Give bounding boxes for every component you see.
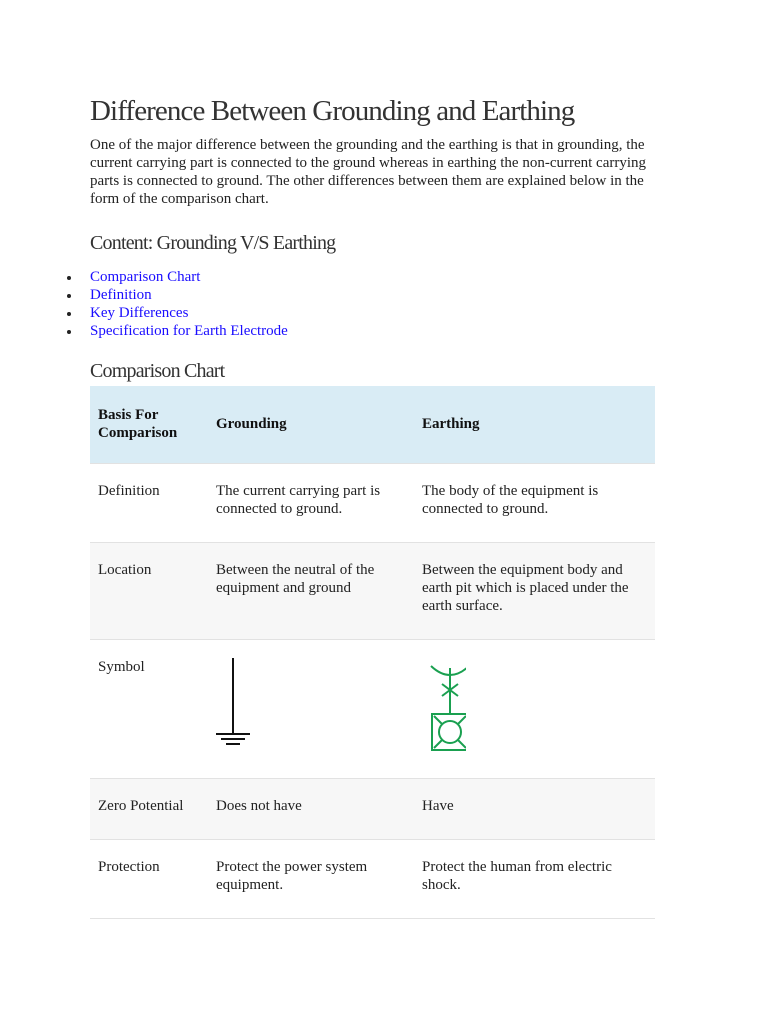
row-earthing: Protect the human from electric shock. <box>422 858 612 893</box>
toc-link-key-differences[interactable]: Key Differences <box>90 305 189 321</box>
toc-item <box>90 268 655 286</box>
toc-link-earth-electrode[interactable]: Specification for Earth Electrode <box>90 323 288 339</box>
page-title: Difference Between Grounding and Earthing <box>90 95 575 127</box>
article <box>90 92 655 919</box>
row-earthing: Between the equipment body and earth pit which is placed under the earth surface. <box>422 561 629 614</box>
table-header-row <box>90 386 655 463</box>
header-earthing: Earthing <box>422 416 480 433</box>
comparison-chart-heading: Comparison Chart <box>90 360 225 382</box>
row-grounding: Protect the power system equipment. <box>216 858 368 893</box>
table-row <box>90 542 655 639</box>
table-row <box>90 839 655 918</box>
row-basis: Symbol <box>98 658 145 675</box>
row-grounding: The current carrying part is connected to ground. <box>216 482 381 517</box>
intro-paragraph: One of the major difference between the grounding and the earthing is that in grounding, the current carrying part is connected to the ground whereas in earthing the non-current carrying parts is connected to ground. The other differences between them are explained below in the form of the comparison chart. <box>90 137 647 207</box>
row-earthing: Have <box>422 797 454 814</box>
row-basis: Protection <box>98 858 160 875</box>
toc-item <box>90 304 655 322</box>
row-basis: Location <box>98 561 152 578</box>
table-row <box>90 463 655 542</box>
toc-link-comparison-chart[interactable]: Comparison Chart <box>90 269 201 285</box>
toc-link-definition[interactable]: Definition <box>90 287 152 303</box>
row-grounding: Between the neutral of the equipment and ground <box>216 561 375 596</box>
header-grounding: Grounding <box>216 416 287 433</box>
row-grounding <box>216 639 422 778</box>
earth-symbol-icon <box>422 658 466 754</box>
row-basis: Zero Potential <box>98 797 184 814</box>
table-of-contents <box>90 268 655 340</box>
toc-heading: Content: Grounding V/S Earthing <box>90 232 336 254</box>
row-basis: Definition <box>98 482 160 499</box>
row-grounding: Does not have <box>216 797 302 814</box>
toc-item <box>90 286 655 304</box>
row-earthing: The body of the equipment is connected to ground. <box>422 482 599 517</box>
table-row <box>90 639 655 778</box>
toc-item <box>90 322 655 340</box>
ground-symbol-icon <box>216 658 256 750</box>
table-row <box>90 778 655 839</box>
header-basis: Basis For Comparison <box>98 407 178 442</box>
row-earthing <box>422 639 655 778</box>
comparison-table <box>90 386 655 919</box>
